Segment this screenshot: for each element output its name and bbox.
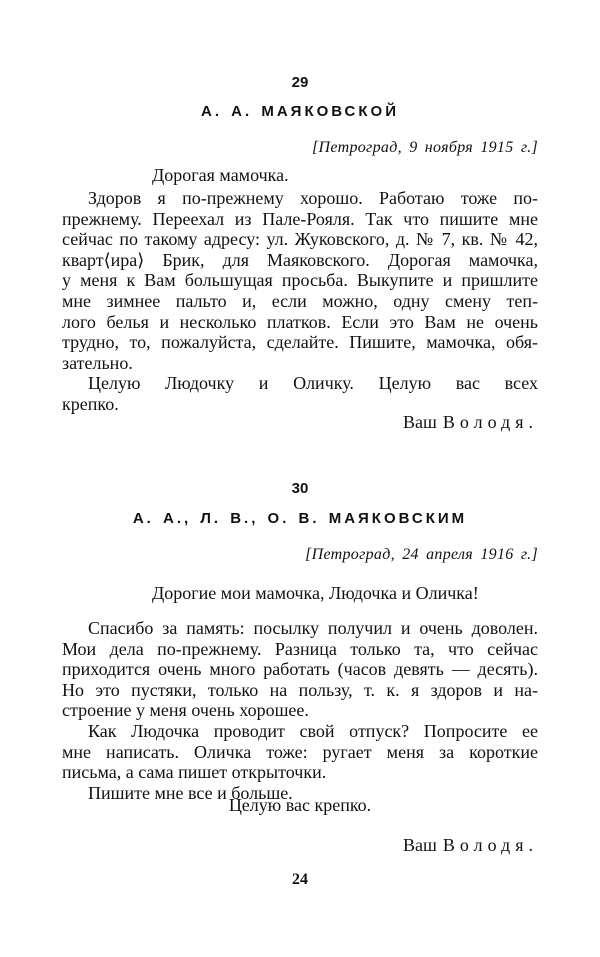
text-line: Как Людочка проводит свой отпуск? Попросите ее — [88, 720, 538, 741]
signature-name: Володя. — [442, 835, 538, 855]
letter-salutation: Дорогая мамочка. — [152, 165, 289, 185]
signature-name: Володя. — [442, 412, 538, 432]
text-line: строение у меня очень хорошее. — [62, 700, 309, 721]
letter-number: 29 — [291, 74, 309, 91]
text-line: сейчас по такому адресу: ул. Жуковского, д. № 7, кв. № 42, — [62, 229, 538, 250]
letter-salutation: Дорогие мои мамочка, Людочка и Оличка! — [152, 583, 479, 603]
letter-addressee: А. А., Л. В., О. В. МАЯКОВСКИМ — [132, 510, 468, 527]
text-line: зательно. — [62, 352, 133, 373]
signature-prefix: Ваш — [402, 835, 437, 855]
letter-date: [Петроград, 24 апреля 1916 г.] — [305, 546, 538, 563]
text-line: Мои дела по-прежнему. Разница только та, что сейчас — [62, 638, 538, 659]
text-line: лого белья и несколько платков. Если это Вам не очень — [62, 311, 538, 332]
text-line: Целую Людочку и Оличку. Целую вас всех — [88, 373, 538, 394]
text-line: мне написать. Оличка тоже: ругает меня за короткие — [62, 741, 538, 762]
letter-number: 30 — [291, 480, 309, 497]
text-line: Но это пустяки, только на пользу, т. к. я здоров и на- — [62, 679, 538, 700]
page-number: 24 — [292, 871, 308, 888]
text-line: Пишите мне все и больше. — [88, 782, 293, 803]
letter-addressee: А. А. МАЯКОВСКОЙ — [201, 103, 399, 120]
text-line: кварт⟨ира⟩ Брик, для Маяковского. Дорогая мамочка, — [62, 249, 538, 270]
text-line: крепко. — [62, 393, 119, 414]
letter-signature — [403, 835, 538, 856]
text-line: Спасибо за память: посылку получил и очень доволен. — [88, 618, 538, 638]
text-line: приходится очень много работать (часов девять — десять). — [62, 659, 538, 680]
letter-date: [Петроград, 9 ноября 1915 г.] — [312, 139, 538, 156]
text-line: трудно, то, пожалуйста, сделайте. Пишите, мамочка, обя- — [62, 332, 538, 353]
text-line: Здоров я по-прежнему хорошо. Работаю тоже по- — [88, 188, 538, 208]
signature-prefix: Ваш — [402, 412, 437, 432]
letter-closing: Целую вас крепко. — [228, 795, 372, 815]
text-line: мне зимнее пальто и, если можно, одну смену теп- — [62, 290, 538, 311]
text-line: письма, а сама пишет открыточки. — [62, 762, 327, 783]
text-line: прежнему. Переехал из Пале-Рояля. Так что пишите мне — [62, 208, 538, 229]
text-line: у меня к Вам большущая просьба. Выкупите и пришлите — [62, 270, 538, 291]
letter-body — [62, 188, 538, 415]
letter-body — [62, 618, 538, 803]
letter-signature — [403, 412, 538, 433]
